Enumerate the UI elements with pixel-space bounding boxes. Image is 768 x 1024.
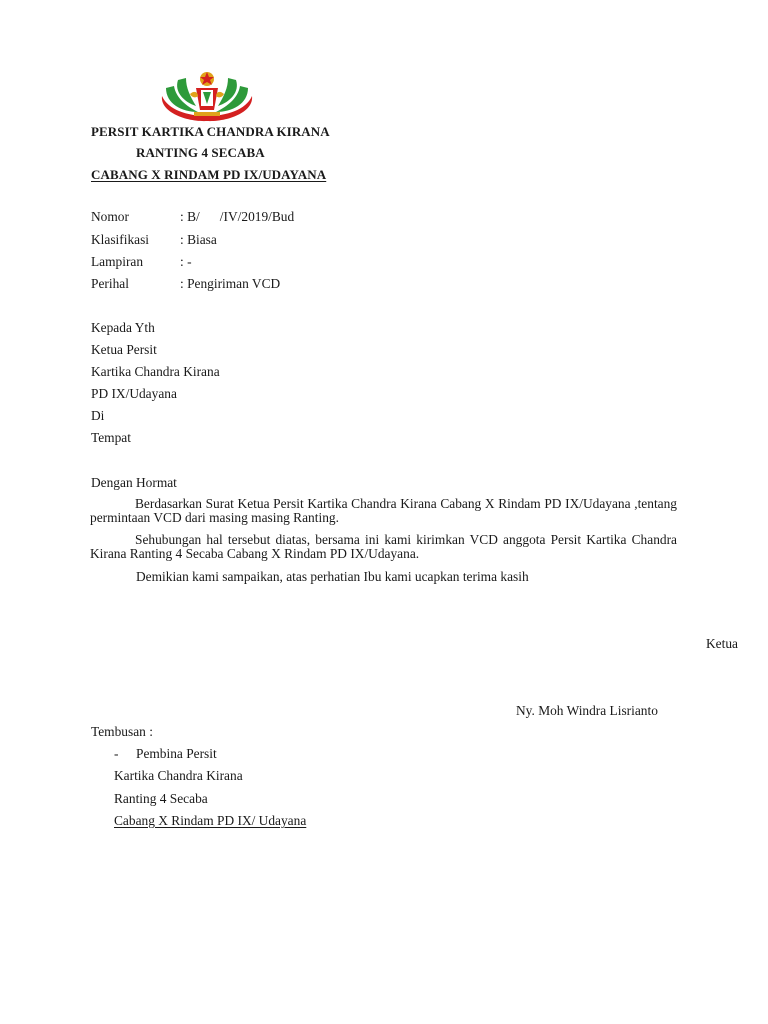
- reference-label-nomor: Nomor: [91, 209, 129, 224]
- body-paragraph-1: Berdasarkan Surat Ketua Persit Kartika Chandra Kirana Cabang X Rindam PD IX/Udayana ,tentang permintaan VCD dari masing masing Ranting.: [90, 496, 677, 525]
- salutation: Dengan Hormat: [91, 475, 177, 490]
- letterhead-organization: PERSIT KARTIKA CHANDRA KIRANA: [91, 124, 330, 139]
- letterhead-ranting: RANTING 4 SECABA: [136, 145, 265, 160]
- signature-name: Ny. Moh Windra Lisrianto: [516, 703, 658, 718]
- body-paragraph-3: Demikian kami sampaikan, atas perhatian Ibu kami ucapkan terima kasih: [136, 569, 529, 584]
- cc-line: Kartika Chandra Kirana: [114, 768, 243, 783]
- reference-value-nomor: : B/ /IV/2019/Bud: [180, 209, 295, 224]
- recipient-line: Kepada Yth: [91, 320, 155, 335]
- recipient-line: Di: [91, 408, 105, 423]
- persit-emblem-logo: [156, 66, 258, 124]
- body-paragraph-2: Sehubungan hal tersebut diatas, bersama ini kami kirimkan VCD anggota Persit Kartika Chandra Kirana Ranting 4 Secaba Cabang X Rindam PD IX/Udayana.: [90, 532, 677, 561]
- cc-line: Ranting 4 Secaba: [114, 791, 208, 806]
- cc-heading: Tembusan :: [91, 724, 153, 739]
- reference-value-lampiran: : -: [180, 254, 192, 269]
- cc-line: Cabang X Rindam PD IX/ Udayana: [114, 813, 307, 828]
- recipient-line: Kartika Chandra Kirana: [91, 364, 220, 379]
- signature-title: Ketua: [706, 636, 738, 651]
- letterhead-cabang: CABANG X RINDAM PD IX/UDAYANA: [91, 167, 327, 182]
- reference-label-perihal: Perihal: [91, 276, 129, 291]
- recipient-line: Ketua Persit: [91, 342, 157, 357]
- reference-label-lampiran: Lampiran: [91, 254, 144, 269]
- recipient-line: Tempat: [91, 430, 131, 445]
- reference-value-perihal: : Pengiriman VCD: [180, 276, 281, 291]
- reference-label-klasifikasi: Klasifikasi: [91, 232, 150, 247]
- cc-line: Pembina Persit: [136, 746, 217, 761]
- reference-value-klasifikasi: : Biasa: [180, 232, 217, 247]
- cc-bullet: -: [114, 746, 119, 761]
- recipient-line: PD IX/Udayana: [91, 386, 177, 401]
